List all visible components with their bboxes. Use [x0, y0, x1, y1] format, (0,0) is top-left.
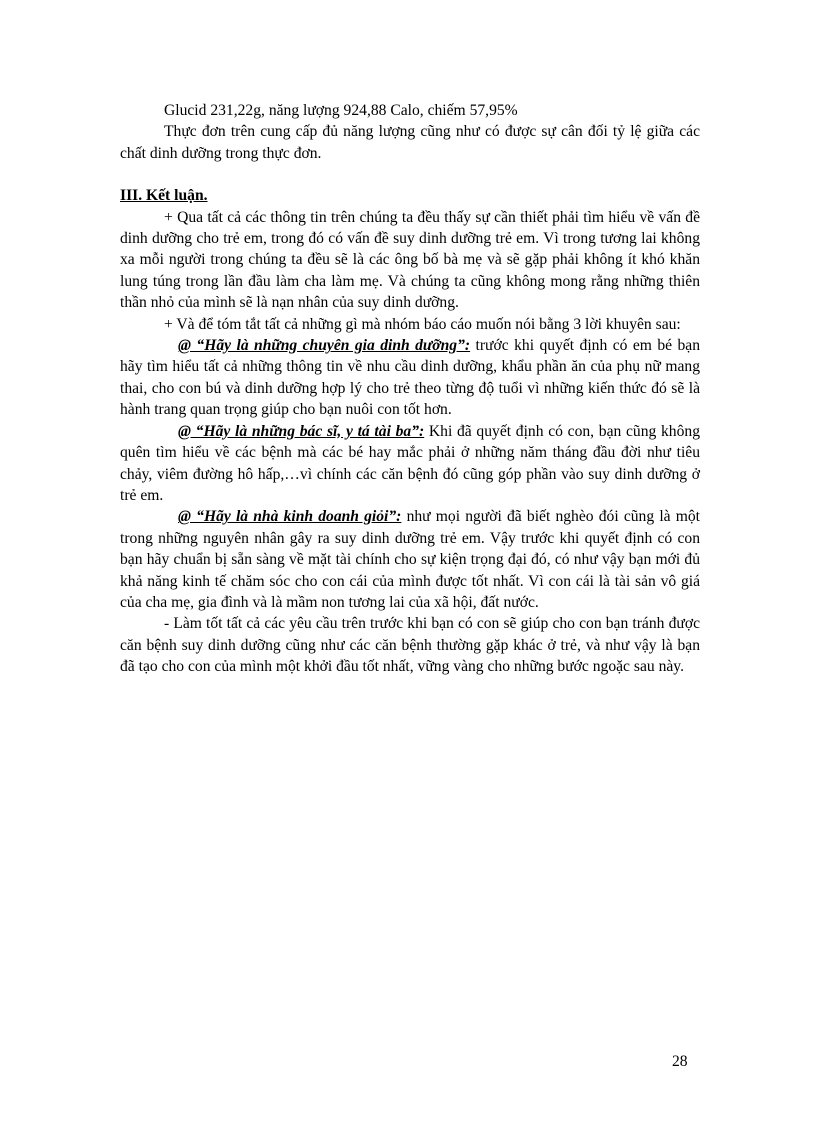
paragraph-intro: + Qua tất cả các thông tin trên chúng ta đều thấy sự cần thiết phải tìm hiểu về vấn đề dinh dưỡng cho trẻ em, trong đó có vấn đề suy dinh dưỡng trẻ em. Vì trong tương lai không xa mỗi người trong chúng ta đều sẽ là các ông bố bà mẹ và sẽ gặp phải không ít khó khăn lung túng trong lần đầu làm cha làm mẹ. Và chúng ta cũng không mong rằng những thiên thần nhỏ của mình sẽ là nạn nhân của suy dinh dưỡng. — [120, 208, 700, 312]
spacer — [120, 164, 700, 185]
advice-lead: @ “Hãy là những chuyên gia dinh dưỡng”: — [178, 337, 471, 355]
advice-item — [120, 335, 700, 421]
advice-text: như mọi người đã biết nghèo đói cũng là một trong những nguyên nhân gây ra suy dinh dưỡng trẻ em. Vậy trước khi quyết định có con bạn hãy chuẩn bị sẵn sàng về mặt tài chính cho sự kiện trọng đại đó, có như vậy bạn mới đủ khả năng kinh tế chăm sóc cho con cái của mình được tốt nhất. Vì con cái là tài sản vô giá của cha mẹ, gia đình và là mầm non tương lai của xã hội, đất nước. — [120, 508, 700, 611]
page-number: 28 — [672, 1053, 688, 1070]
advice-lead: @ “Hãy là nhà kinh doanh giỏi”: — [178, 508, 402, 526]
advice-text: Khi đã quyết định có con, bạn cũng không quên tìm hiểu về các bệnh mà các bé hay mắc phải ở những năm tháng đầu đời như tiêu chảy, viêm đường hô hấp,…vì chính các căn bệnh đó cũng góp phần vào suy dinh dưỡng ở trẻ em. — [120, 422, 700, 504]
paragraph-closing: - Làm tốt tất cả các yêu cầu trên trước khi bạn có con sẽ giúp cho con bạn tránh được căn bệnh suy dinh dưỡng cũng như các căn bệnh thường gặp khác ở trẻ, và như vậy là bạn đã tạo cho con của mình một khởi đầu tốt nhất, vững vàng cho những bước ngoặc sau này. — [120, 615, 700, 676]
paragraph-glucid: Glucid 231,22g, năng lượng 924,88 Calo, chiếm 57,95% — [164, 102, 518, 119]
paragraph-summary: + Và để tóm tắt tất cả những gì mà nhóm báo cáo muốn nói bằng 3 lời khuyên sau: — [164, 315, 681, 333]
advice-text: trước khi quyết định có em bé bạn hãy tìm hiểu tất cả những thông tin về nhu cầu dinh dưỡng, khẩu phần ăn của phụ nữ mang thai, cho con bú và dinh dưỡng hợp lý cho trẻ theo từng độ tuổi vì những kiến thức đó sẽ là hành trang quan trọng giúp cho bạn nuôi con tốt hơn. — [120, 337, 700, 419]
advice-lead: @ “Hãy là những bác sĩ, y tá tài ba”: — [178, 422, 425, 440]
paragraph-menu-balance: Thực đơn trên cung cấp đủ năng lượng cũng như có được sự cân đối tỷ lệ giữa các chất dinh dưỡng trong thực đơn. — [120, 123, 700, 162]
section-heading-conclusion: III. Kết luận. — [120, 187, 208, 205]
document-body — [120, 100, 700, 678]
advice-item — [120, 506, 700, 613]
advice-item — [120, 421, 700, 507]
